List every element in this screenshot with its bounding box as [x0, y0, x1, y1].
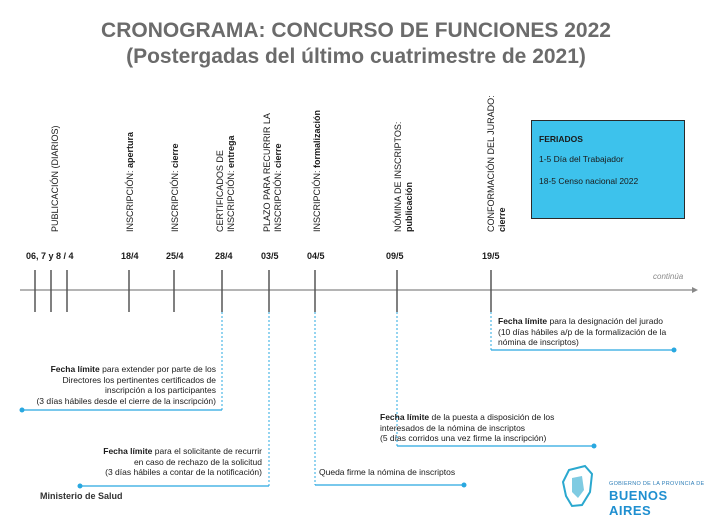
feriados-item: 18-5 Censo nacional 2022	[539, 176, 639, 186]
event-date: 04/5	[307, 251, 325, 261]
page-subtitle: (Postergadas del último cuatrimestre de 2021)	[126, 45, 586, 68]
event-label-nomina-line2: publicación	[404, 181, 414, 232]
event-date: 06, 7 y 8 / 4	[26, 251, 74, 261]
event-label-apertura: INSCRIPCIÓN: apertura	[125, 131, 135, 232]
timeline-arrow	[692, 287, 698, 293]
feriados-box	[531, 120, 685, 219]
event-label-jurado: CONFORMACIÓN DEL JURADO:	[486, 95, 496, 232]
event-label-plazo: PLAZO PARA RECURRIR LA	[262, 113, 272, 232]
event-date: 19/5	[482, 251, 500, 261]
logo-big-text: BUENOS AIRES	[609, 488, 668, 518]
event-label-cierre: INSCRIPCIÓN: cierre	[170, 143, 180, 232]
event-label-certificados-line2: INSCRIPCIÓN: entrega	[226, 135, 236, 232]
event-label-publicacion: PUBLICACIÓN (DIARIOS)	[50, 125, 60, 232]
event-label-jurado-line2: cierre	[497, 207, 507, 232]
event-label-plazo-line2: INSCRIPCIÓN: cierre	[273, 143, 283, 232]
event-date: 28/4	[215, 251, 233, 261]
page-title: CRONOGRAMA: CONCURSO DE FUNCIONES 2022	[101, 19, 611, 42]
event-date: 18/4	[121, 251, 139, 261]
buenos-aires-logo-mark	[563, 466, 592, 506]
continua-label: continúa	[653, 272, 684, 281]
feriados-heading: FERIADOS	[539, 134, 583, 144]
note-recurrir: Fecha límite para el solicitante de recurrir en caso de rechazo de la solicitud (3 días hábiles a contar de la notificación)	[103, 446, 262, 477]
note-firme: Queda firme la nómina de inscriptos	[319, 467, 456, 477]
connectors	[222, 312, 491, 486]
event-label-nomina: NÓMINA DE INSCRIPTOS:	[393, 121, 403, 232]
event-date: 25/4	[166, 251, 184, 261]
timeline-ticks	[35, 270, 491, 312]
ministerio-label: Ministerio de Salud	[40, 491, 123, 501]
event-date: 03/5	[261, 251, 279, 261]
event-date: 09/5	[386, 251, 404, 261]
feriados-item: 1-5 Día del Trabajador	[539, 154, 624, 164]
event-label-formalizacion: INSCRIPCIÓN: formalización	[312, 109, 322, 232]
note-certificados: Fecha límite para extender por parte de los Directores los pertinentes certificados de inscripción a los participantes (3 días hábiles desde el cierre de la inscripción)	[36, 364, 216, 406]
note-nomina: Fecha límite de la puesta a disposición de los interesados de la nómina de inscriptos (5 días corridos una vez firme la inscripción)	[380, 412, 555, 443]
note-jurado: Fecha límite para la designación del jurado (10 días hábiles a/p de la formalización de la nómina de inscriptos)	[498, 316, 667, 347]
logo-small-text: GOBIERNO DE LA PROVINCIA DE	[609, 481, 705, 487]
event-label-certificados: CERTIFICADOS DE	[215, 150, 225, 232]
